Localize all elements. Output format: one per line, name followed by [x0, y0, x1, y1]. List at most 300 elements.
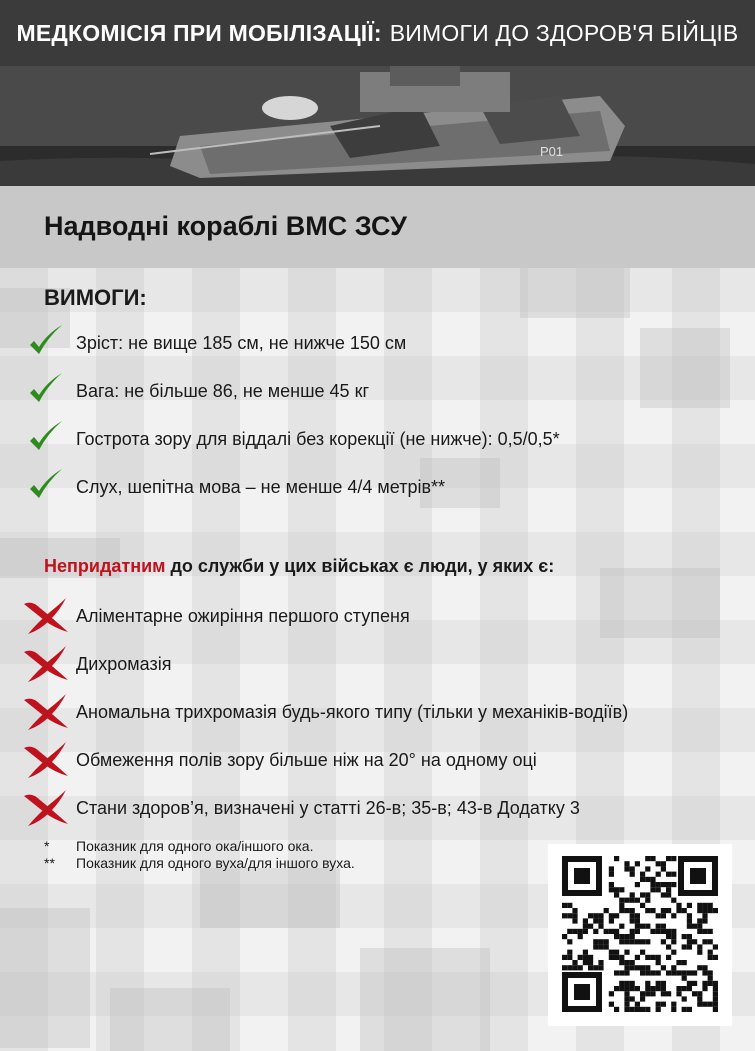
qr-module: [635, 898, 640, 903]
qr-module: [640, 892, 645, 897]
qr-module: [671, 929, 676, 934]
qr-module: [687, 924, 692, 929]
qr-module: [650, 991, 655, 996]
qr-module: [609, 955, 614, 960]
qr-module: [702, 913, 707, 918]
qr-module: [630, 898, 635, 903]
qr-module: [609, 991, 614, 996]
qr-module: [645, 965, 650, 970]
qr-module: [666, 929, 671, 934]
qr-module: [630, 960, 635, 965]
qr-module: [656, 882, 661, 887]
qr-module: [640, 903, 645, 908]
qr-module: [713, 991, 718, 996]
qr-module: [593, 918, 598, 923]
qr-module: [630, 918, 635, 923]
qr-module: [650, 955, 655, 960]
qr-module: [687, 913, 692, 918]
qr-module: [640, 1007, 645, 1012]
qr-module: [645, 986, 650, 991]
qr-module: [697, 908, 702, 913]
qr-module: [713, 986, 718, 991]
qr-module: [614, 1007, 619, 1012]
header-title-light: ВИМОГИ ДО ЗДОРОВ'Я БІЙЦІВ: [389, 19, 739, 46]
qr-module: [614, 892, 619, 897]
qr-module: [702, 981, 707, 986]
qr-module: [588, 913, 593, 918]
qr-module: [630, 939, 635, 944]
qr-module: [708, 955, 713, 960]
qr-module: [614, 929, 619, 934]
qr-module: [697, 996, 702, 1001]
qr-module: [598, 939, 603, 944]
qr-module: [708, 939, 713, 944]
footnote-text: Показник для одного вуха/для іншого вуха.: [76, 855, 355, 871]
qr-module: [661, 986, 666, 991]
qr-module: [572, 960, 577, 965]
qr-module: [692, 970, 697, 975]
qr-module: [656, 970, 661, 975]
qr-module: [656, 913, 661, 918]
qr-module: [708, 903, 713, 908]
ship-photo: [0, 66, 755, 186]
qr-module: [624, 991, 629, 996]
qr-module: [619, 960, 624, 965]
qr-module: [656, 924, 661, 929]
qr-module: [614, 887, 619, 892]
requirement-text: Зріст: не вище 185 см, не нижче 150 см: [76, 332, 407, 353]
qr-module: [630, 986, 635, 991]
qr-module: [713, 1007, 718, 1012]
unfit-text: Обмеження полів зору більше ніж на 20° на одному оці: [76, 749, 537, 770]
qr-module: [609, 887, 614, 892]
qr-module: [624, 898, 629, 903]
qr-module: [671, 965, 676, 970]
qr-module: [682, 944, 687, 949]
qr-module: [593, 944, 598, 949]
qr-module: [671, 1007, 676, 1012]
qr-module: [645, 939, 650, 944]
qr-module: [661, 929, 666, 934]
qr-module: [635, 986, 640, 991]
qr-module: [630, 913, 635, 918]
qr-module: [598, 965, 603, 970]
qr-module: [583, 955, 588, 960]
qr-module: [635, 939, 640, 944]
qr-module: [702, 929, 707, 934]
qr-module: [656, 1007, 661, 1012]
qr-module: [676, 903, 681, 908]
qr-module: [671, 898, 676, 903]
qr-module: [697, 944, 702, 949]
qr-module: [687, 918, 692, 923]
qr-module: [650, 986, 655, 991]
qr-module: [583, 929, 588, 934]
qr-module: [656, 1002, 661, 1007]
qr-module: [635, 929, 640, 934]
qr-module: [687, 970, 692, 975]
footnote-mark: *: [44, 838, 50, 854]
unfit-text: Аліментарне ожиріння першого ступеня: [76, 605, 410, 626]
qr-module: [593, 929, 598, 934]
qr-module: [661, 892, 666, 897]
qr-module: [708, 908, 713, 913]
qr-module: [666, 955, 671, 960]
qr-module: [661, 981, 666, 986]
qr-module: [578, 955, 583, 960]
unfit-text: Стани здоров’я, визначені у статті 26-в; 35-в; 43-в Додатку 3: [76, 797, 580, 818]
qr-module: [661, 908, 666, 913]
qr-module: [645, 856, 650, 861]
qr-module: [635, 918, 640, 923]
qr-module: [702, 970, 707, 975]
qr-module: [708, 981, 713, 986]
qr-module: [645, 892, 650, 897]
qr-module: [687, 934, 692, 939]
qr-module: [645, 866, 650, 871]
qr-module: [671, 872, 676, 877]
qr-module: [624, 960, 629, 965]
qr-module: [630, 981, 635, 986]
qr-module: [635, 924, 640, 929]
qr-module: [572, 913, 577, 918]
qr-module: [692, 924, 697, 929]
qr-module: [645, 1007, 650, 1012]
qr-module: [697, 903, 702, 908]
qr-module: [687, 944, 692, 949]
qr-module: [562, 903, 567, 908]
qr-module: [666, 882, 671, 887]
qr-module: [702, 908, 707, 913]
qr-module: [593, 913, 598, 918]
qr-module: [604, 944, 609, 949]
qr-module: [619, 903, 624, 908]
qr-module: [708, 929, 713, 934]
qr-module: [614, 934, 619, 939]
qr-module: [619, 898, 624, 903]
qr-module: [682, 970, 687, 975]
qr-module: [656, 955, 661, 960]
qr-module: [666, 856, 671, 861]
qr-module: [656, 872, 661, 877]
qr-module: [624, 934, 629, 939]
qr-module: [656, 960, 661, 965]
qr-module: [656, 986, 661, 991]
qr-module: [619, 908, 624, 913]
qr-module: [661, 939, 666, 944]
qr-module: [609, 872, 614, 877]
qr-module: [671, 856, 676, 861]
qr-module: [609, 913, 614, 918]
qr-module: [656, 929, 661, 934]
qr-module: [682, 996, 687, 1001]
qr-module: [567, 950, 572, 955]
qr-module: [640, 924, 645, 929]
qr-module: [650, 970, 655, 975]
qr-module: [676, 960, 681, 965]
qr-module: [572, 965, 577, 970]
qr-module: [661, 882, 666, 887]
qr-module: [640, 877, 645, 882]
qr-module: [624, 950, 629, 955]
qr-module: [692, 991, 697, 996]
qr-module: [713, 981, 718, 986]
qr-module: [697, 991, 702, 996]
qr-module: [692, 981, 697, 986]
qr-module: [666, 872, 671, 877]
qr-module: [609, 918, 614, 923]
qr-module: [630, 892, 635, 897]
qr-module: [650, 877, 655, 882]
qr-module: [656, 887, 661, 892]
qr-module: [614, 950, 619, 955]
qr-module: [666, 934, 671, 939]
qr-module: [661, 991, 666, 996]
qr-module: [609, 929, 614, 934]
qr-module: [624, 866, 629, 871]
qr-module: [682, 976, 687, 981]
qr-module: [697, 965, 702, 970]
qr-module: [598, 913, 603, 918]
qr-module: [682, 960, 687, 965]
qr-module: [619, 955, 624, 960]
qr-module: [567, 913, 572, 918]
qr-module: [682, 908, 687, 913]
qr-module: [650, 856, 655, 861]
qr-module: [572, 918, 577, 923]
qr-module: [593, 965, 598, 970]
qr-module: [624, 986, 629, 991]
qr-module: [676, 970, 681, 975]
qr-module: [630, 934, 635, 939]
qr-module: [640, 996, 645, 1001]
qr-module: [708, 1002, 713, 1007]
qr-code-icon[interactable]: [548, 844, 732, 1026]
qr-module: [687, 981, 692, 986]
qr-module: [588, 960, 593, 965]
qr-module: [604, 908, 609, 913]
qr-module: [640, 965, 645, 970]
qr-module: [562, 934, 567, 939]
qr-module: [661, 965, 666, 970]
qr-module: [624, 1002, 629, 1007]
header-bar: [0, 0, 755, 66]
footnote-mark: **: [44, 855, 55, 871]
qr-module: [567, 955, 572, 960]
qr-module: [614, 970, 619, 975]
qr-module: [583, 950, 588, 955]
qr-module: [702, 939, 707, 944]
qr-module: [598, 924, 603, 929]
qr-module: [656, 861, 661, 866]
qr-module: [661, 913, 666, 918]
unfit-text: Аномальна трихромазія будь-якого типу (тільки у механіків-водіїв): [76, 701, 629, 722]
qr-module: [697, 1002, 702, 1007]
qr-module: [687, 903, 692, 908]
qr-module: [656, 981, 661, 986]
qr-module: [713, 908, 718, 913]
qr-module: [624, 965, 629, 970]
qr-module: [687, 939, 692, 944]
qr-module: [702, 1002, 707, 1007]
qr-module: [682, 1007, 687, 1012]
qr-module: [578, 934, 583, 939]
qr-module: [708, 950, 713, 955]
qr-module: [640, 950, 645, 955]
qr-module: [609, 866, 614, 871]
svg-text:P01: P01: [540, 144, 564, 159]
qr-module: [697, 929, 702, 934]
qr-module: [650, 929, 655, 934]
qr-module: [635, 955, 640, 960]
qr-module: [583, 924, 588, 929]
qr-module: [650, 887, 655, 892]
qr-module: [713, 996, 718, 1001]
qr-module: [671, 1002, 676, 1007]
qr-module: [635, 965, 640, 970]
section-title-band: [0, 186, 755, 268]
qr-module: [624, 861, 629, 866]
qr-module: [687, 986, 692, 991]
qr-module: [645, 981, 650, 986]
qr-module: [614, 856, 619, 861]
qr-module: [624, 908, 629, 913]
qr-module: [645, 877, 650, 882]
qr-module: [702, 918, 707, 923]
qr-module: [645, 991, 650, 996]
qr-module: [671, 913, 676, 918]
qr-module: [671, 934, 676, 939]
qr-module: [666, 887, 671, 892]
qr-module: [578, 929, 583, 934]
qr-module: [697, 918, 702, 923]
qr-module: [661, 924, 666, 929]
qr-module: [598, 960, 603, 965]
qr-module: [687, 1007, 692, 1012]
section-title: Надводні кораблі ВМС ЗСУ: [44, 211, 407, 241]
qr-module: [676, 991, 681, 996]
qr-module: [630, 965, 635, 970]
requirement-text: Слух, шепітна мова – не менше 4/4 метрів**: [76, 476, 446, 497]
qr-module: [630, 908, 635, 913]
qr-module: [614, 986, 619, 991]
qr-module: [697, 950, 702, 955]
qr-module: [640, 970, 645, 975]
qr-module: [619, 934, 624, 939]
qr-module: [635, 882, 640, 887]
qr-module: [661, 866, 666, 871]
qr-module: [567, 965, 572, 970]
qr-module: [640, 939, 645, 944]
qr-module: [640, 872, 645, 877]
qr-module: [630, 1007, 635, 1012]
qr-module: [604, 939, 609, 944]
qr-module: [645, 924, 650, 929]
qr-module: [666, 892, 671, 897]
qr-module: [713, 955, 718, 960]
qr-module: [583, 918, 588, 923]
qr-module: [666, 944, 671, 949]
qr-code-graphic: [548, 844, 732, 1026]
qr-module: [598, 918, 603, 923]
qr-module: [604, 929, 609, 934]
qr-module: [562, 965, 567, 970]
qr-module: [609, 950, 614, 955]
qr-module: [708, 970, 713, 975]
qr-module: [619, 970, 624, 975]
qr-module: [567, 929, 572, 934]
qr-module: [702, 965, 707, 970]
qr-module: [661, 861, 666, 866]
qr-module: [630, 866, 635, 871]
qr-module: [635, 1007, 640, 1012]
qr-module: [671, 970, 676, 975]
qr-module: [645, 908, 650, 913]
qr-module: [588, 965, 593, 970]
qr-module: [630, 872, 635, 877]
qr-module: [650, 882, 655, 887]
qr-module: [614, 955, 619, 960]
qr-module: [713, 944, 718, 949]
qr-module: [645, 955, 650, 960]
qr-module: [702, 986, 707, 991]
requirements-heading: ВИМОГИ:: [44, 285, 147, 310]
qr-module: [708, 976, 713, 981]
qr-module: [609, 882, 614, 887]
qr-module: [624, 981, 629, 986]
qr-module: [702, 903, 707, 908]
qr-module: [666, 991, 671, 996]
qr-module: [619, 939, 624, 944]
qr-module: [583, 960, 588, 965]
qr-module: [635, 1002, 640, 1007]
qr-module: [619, 981, 624, 986]
qr-module: [619, 924, 624, 929]
qr-module: [630, 929, 635, 934]
qr-module: [624, 970, 629, 975]
qr-module: [588, 955, 593, 960]
header-title-bold: МЕДКОМІСІЯ ПРИ МОБІЛІЗАЦІЇ:: [16, 19, 382, 46]
footnote-text: Показник для одного ока/іншого ока.: [76, 838, 314, 854]
qr-module: [682, 934, 687, 939]
qr-module: [645, 970, 650, 975]
qr-module: [640, 991, 645, 996]
qr-module: [567, 939, 572, 944]
qr-module: [635, 913, 640, 918]
qr-module: [624, 1007, 629, 1012]
qr-module: [562, 913, 567, 918]
unfit-text: Дихромазія: [76, 653, 172, 674]
qr-module: [650, 908, 655, 913]
qr-module: [697, 924, 702, 929]
qr-module: [666, 970, 671, 975]
qr-module: [609, 1002, 614, 1007]
qr-module: [671, 950, 676, 955]
qr-module: [713, 1002, 718, 1007]
qr-module: [671, 882, 676, 887]
qr-module: [614, 913, 619, 918]
qr-module: [692, 939, 697, 944]
qr-module: [562, 955, 567, 960]
requirement-text: Вага: не більше 86, не менше 45 кг: [76, 380, 370, 401]
qr-module: [588, 924, 593, 929]
qr-module: [624, 939, 629, 944]
qr-module: [635, 861, 640, 866]
requirement-text: Гострота зору для віддалі без корекції (не нижче): 0,5/0,5*: [76, 428, 560, 449]
qr-module: [572, 908, 577, 913]
qr-module: [619, 986, 624, 991]
qr-module: [682, 986, 687, 991]
